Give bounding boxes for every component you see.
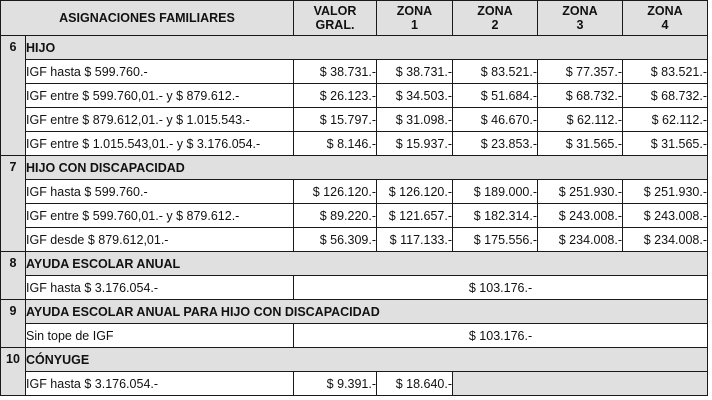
zona-2-cell: $ 189.000.- [453,180,538,204]
valor-gral-cell: $ 8.146.- [294,132,377,156]
zona-1-cell: $ 38.731.- [377,60,453,84]
row-label: IGF hasta $ 3.176.054.- [26,276,294,300]
row-label: IGF hasta $ 599.760.- [26,180,294,204]
zona-3-cell: $ 251.930.- [538,180,623,204]
table-row [1,84,708,108]
header-valor-gral-line2: GRAL. [315,18,355,32]
header-zona-1-line2: 1 [411,18,418,32]
table-row [1,60,708,84]
zona-2-cell: $ 175.556.- [453,228,538,252]
table-row [1,228,708,252]
section-title: AYUDA ESCOLAR ANUAL PARA HIJO CON DISCAPACIDAD [26,300,708,324]
section-title: HIJO [26,36,708,60]
zona-2-cell: $ 182.314.- [453,204,538,228]
table-row [1,180,708,204]
section-row-conyuge [1,348,708,372]
zona-1-cell: $ 15.937.- [377,132,453,156]
row-label: IGF entre $ 1.015.543,01.- y $ 3.176.054.- [26,132,294,156]
header-zona-3-line1: ZONA [562,4,598,18]
header-zona-1 [377,1,453,36]
zona-1-cell: $ 34.503.- [377,84,453,108]
header-zona-3-line2: 3 [576,18,584,32]
section-number: 10 [1,348,26,396]
section-number: 6 [1,36,26,156]
section-title: CÓNYUGE [26,348,708,372]
empty-grey-cell [453,372,708,396]
zona-2-cell: $ 83.521.- [453,60,538,84]
valor-gral-cell: $ 9.391.- [294,372,377,396]
zona-3-cell: $ 68.732.- [538,84,623,108]
zona-2-cell: $ 51.684.- [453,84,538,108]
zona-1-cell: $ 18.640.- [377,372,453,396]
valor-gral-cell: $ 89.220.- [294,204,377,228]
table-row [1,108,708,132]
merged-value-cell: $ 103.176.- [294,324,708,348]
valor-gral-cell: $ 38.731.- [294,60,377,84]
table-row [1,372,708,396]
row-label: IGF hasta $ 599.760.- [26,60,294,84]
header-zona-2-line2: 2 [491,18,499,32]
header-zona-3 [538,1,623,36]
zona-4-cell: $ 251.930.- [623,180,708,204]
zona-2-cell: $ 23.853.- [453,132,538,156]
table-header-row [1,1,708,36]
header-zona-1-line1: ZONA [396,4,433,18]
zona-1-cell: $ 31.098.- [377,108,453,132]
row-label: IGF entre $ 879.612,01.- y $ 1.015.543.- [26,108,294,132]
header-asignaciones-familiares: ASIGNACIONES FAMILIARES [1,1,294,36]
header-valor-gral [294,1,377,36]
zona-4-cell: $ 243.008.- [623,204,708,228]
zona-3-cell: $ 62.112.- [538,108,623,132]
row-label: IGF entre $ 599.760,01.- y $ 879.612.- [26,84,294,108]
header-valor-gral-line1: VALOR [313,4,357,18]
valor-gral-cell: $ 15.797.- [294,108,377,132]
table-row [1,132,708,156]
zona-3-cell: $ 31.565.- [538,132,623,156]
section-number: 8 [1,252,26,300]
valor-gral-cell: $ 56.309.- [294,228,377,252]
zona-1-cell: $ 117.133.- [377,228,453,252]
header-zona-2 [453,1,538,36]
header-zona-2-line1: ZONA [477,4,513,18]
table-row [1,276,708,300]
section-number: 9 [1,300,26,348]
row-label: IGF entre $ 599.760,01.- y $ 879.612.- [26,204,294,228]
section-row-ayuda-escolar-anual [1,252,708,276]
header-zona-4 [623,1,708,36]
section-row-hijo-con-discapacidad [1,156,708,180]
zona-4-cell: $ 234.008.- [623,228,708,252]
zona-3-cell: $ 77.357.- [538,60,623,84]
row-label: IGF hasta $ 3.176.054.- [26,372,294,396]
section-title: HIJO CON DISCAPACIDAD [26,156,708,180]
zona-1-cell: $ 126.120.- [377,180,453,204]
zona-4-cell: $ 62.112.- [623,108,708,132]
section-title: AYUDA ESCOLAR ANUAL [26,252,708,276]
zona-4-cell: $ 31.565.- [623,132,708,156]
section-number: 7 [1,156,26,252]
valor-gral-cell: $ 126.120.- [294,180,377,204]
table-row [1,324,708,348]
merged-value-cell: $ 103.176.- [294,276,708,300]
zona-4-cell: $ 83.521.- [623,60,708,84]
section-row-ayuda-escolar-discapacidad [1,300,708,324]
zona-3-cell: $ 243.008.- [538,204,623,228]
header-zona-4-line1: ZONA [647,4,683,18]
header-zona-4-line2: 4 [661,18,669,32]
row-label: Sin tope de IGF [26,324,294,348]
zona-3-cell: $ 234.008.- [538,228,623,252]
zona-4-cell: $ 68.732.- [623,84,708,108]
section-row-hijo [1,36,708,60]
valor-gral-cell: $ 26.123.- [294,84,377,108]
zona-1-cell: $ 121.657.- [377,204,453,228]
zona-2-cell: $ 46.670.- [453,108,538,132]
row-label: IGF desde $ 879.612,01.- [26,228,294,252]
table-row [1,204,708,228]
